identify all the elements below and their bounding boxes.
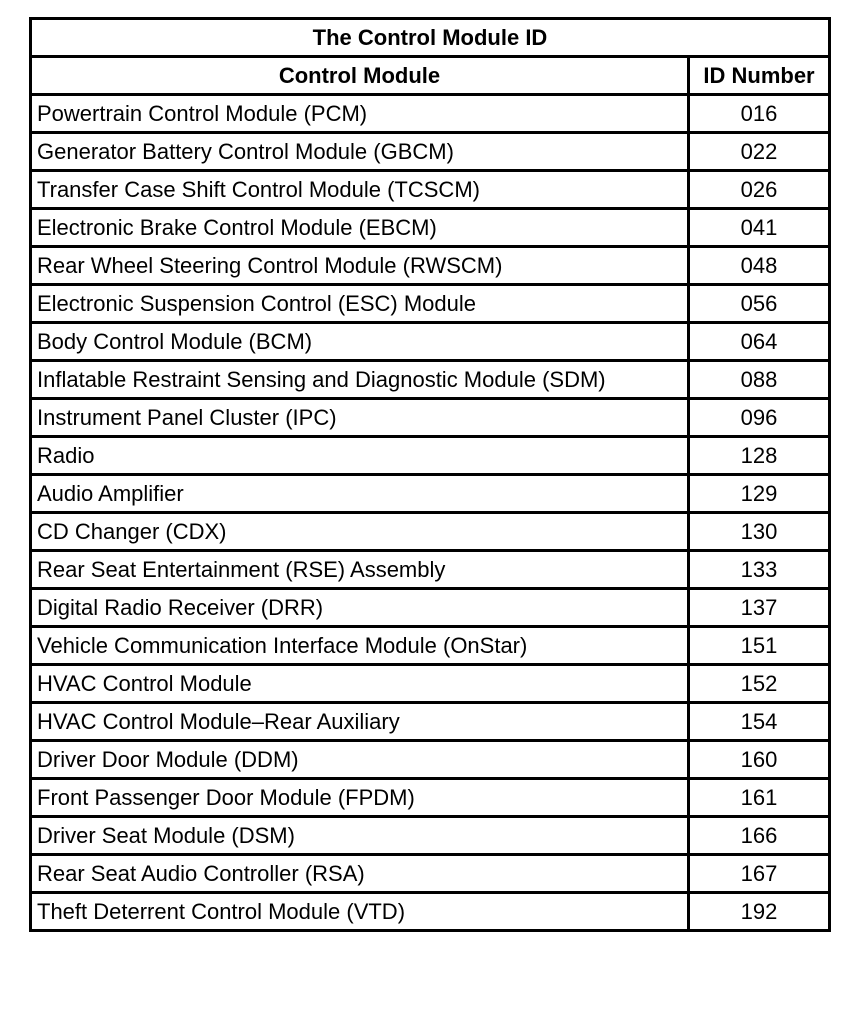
module-id-cell: 192 bbox=[689, 893, 830, 931]
module-id-cell: 166 bbox=[689, 817, 830, 855]
module-name-cell: Rear Wheel Steering Control Module (RWSCM) bbox=[31, 247, 689, 285]
module-name-cell: Transfer Case Shift Control Module (TCSCM) bbox=[31, 171, 689, 209]
table-row bbox=[31, 171, 830, 209]
table-row bbox=[31, 779, 830, 817]
module-name-cell: Inflatable Restraint Sensing and Diagnostic Module (SDM) bbox=[31, 361, 689, 399]
module-id-cell: 154 bbox=[689, 703, 830, 741]
table-row bbox=[31, 437, 830, 475]
table-row bbox=[31, 893, 830, 931]
table-body bbox=[31, 95, 830, 931]
module-id-cell: 096 bbox=[689, 399, 830, 437]
table-title: The Control Module ID bbox=[31, 19, 830, 57]
module-id-cell: 026 bbox=[689, 171, 830, 209]
module-id-cell: 056 bbox=[689, 285, 830, 323]
module-id-cell: 130 bbox=[689, 513, 830, 551]
module-id-cell: 152 bbox=[689, 665, 830, 703]
module-id-cell: 151 bbox=[689, 627, 830, 665]
module-name-cell: Generator Battery Control Module (GBCM) bbox=[31, 133, 689, 171]
module-id-cell: 016 bbox=[689, 95, 830, 133]
module-name-cell: Digital Radio Receiver (DRR) bbox=[31, 589, 689, 627]
module-name-cell: CD Changer (CDX) bbox=[31, 513, 689, 551]
module-name-cell: Front Passenger Door Module (FPDM) bbox=[31, 779, 689, 817]
column-header-control-module: Control Module bbox=[31, 57, 689, 95]
module-id-cell: 128 bbox=[689, 437, 830, 475]
module-name-cell: Body Control Module (BCM) bbox=[31, 323, 689, 361]
table-row bbox=[31, 247, 830, 285]
table-header-row bbox=[31, 57, 830, 95]
module-id-cell: 133 bbox=[689, 551, 830, 589]
module-name-cell: Audio Amplifier bbox=[31, 475, 689, 513]
module-id-cell: 161 bbox=[689, 779, 830, 817]
table-row bbox=[31, 817, 830, 855]
table-row bbox=[31, 95, 830, 133]
module-id-cell: 041 bbox=[689, 209, 830, 247]
module-name-cell: Driver Door Module (DDM) bbox=[31, 741, 689, 779]
module-name-cell: Radio bbox=[31, 437, 689, 475]
module-id-cell: 048 bbox=[689, 247, 830, 285]
module-id-cell: 129 bbox=[689, 475, 830, 513]
table-row bbox=[31, 361, 830, 399]
table-title-row bbox=[31, 19, 830, 57]
control-module-id-table bbox=[29, 17, 831, 932]
table-row bbox=[31, 627, 830, 665]
table-row bbox=[31, 741, 830, 779]
table-row bbox=[31, 703, 830, 741]
module-name-cell: Rear Seat Entertainment (RSE) Assembly bbox=[31, 551, 689, 589]
table-row bbox=[31, 665, 830, 703]
table-row bbox=[31, 513, 830, 551]
module-id-cell: 137 bbox=[689, 589, 830, 627]
table-row bbox=[31, 323, 830, 361]
module-name-cell: Rear Seat Audio Controller (RSA) bbox=[31, 855, 689, 893]
module-name-cell: HVAC Control Module bbox=[31, 665, 689, 703]
module-name-cell: Theft Deterrent Control Module (VTD) bbox=[31, 893, 689, 931]
module-name-cell: Vehicle Communication Interface Module (OnStar) bbox=[31, 627, 689, 665]
table-row bbox=[31, 285, 830, 323]
module-id-cell: 088 bbox=[689, 361, 830, 399]
module-name-cell: Electronic Brake Control Module (EBCM) bbox=[31, 209, 689, 247]
module-id-cell: 160 bbox=[689, 741, 830, 779]
table-row bbox=[31, 133, 830, 171]
table-row bbox=[31, 209, 830, 247]
table-row bbox=[31, 855, 830, 893]
module-id-cell: 064 bbox=[689, 323, 830, 361]
module-id-cell: 167 bbox=[689, 855, 830, 893]
column-header-id-number: ID Number bbox=[689, 57, 830, 95]
module-name-cell: Electronic Suspension Control (ESC) Module bbox=[31, 285, 689, 323]
module-name-cell: Driver Seat Module (DSM) bbox=[31, 817, 689, 855]
module-id-cell: 022 bbox=[689, 133, 830, 171]
table-row bbox=[31, 399, 830, 437]
module-name-cell: HVAC Control Module–Rear Auxiliary bbox=[31, 703, 689, 741]
table-row bbox=[31, 589, 830, 627]
module-name-cell: Instrument Panel Cluster (IPC) bbox=[31, 399, 689, 437]
table-row bbox=[31, 551, 830, 589]
table-row bbox=[31, 475, 830, 513]
module-name-cell: Powertrain Control Module (PCM) bbox=[31, 95, 689, 133]
